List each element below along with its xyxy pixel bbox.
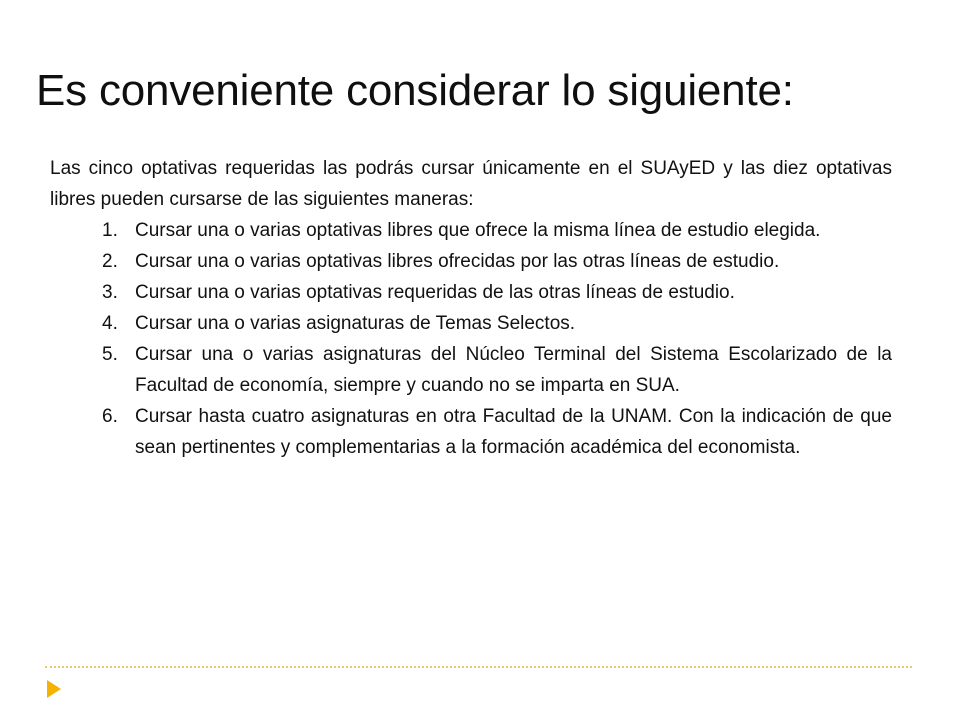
- list-text: Cursar una o varias asignaturas de Temas Selectos.: [135, 313, 576, 334]
- triangle-right-icon: [47, 680, 61, 698]
- list-text: Cursar hasta cuatro asignaturas en otra Facultad de la UNAM. Con la indicación de que sean pertinentes y complementarias a la formación académica del economista.: [135, 406, 892, 458]
- list-number: 6.: [102, 406, 118, 427]
- list-item: [50, 339, 892, 401]
- list-number: 4.: [102, 313, 118, 334]
- list-number: 2.: [102, 251, 118, 272]
- list-number: 1.: [102, 220, 118, 241]
- slide-title: Es conveniente considerar lo siguiente:: [36, 66, 794, 115]
- list-text: Cursar una o varias optativas libres que ofrece la misma línea de estudio elegida.: [135, 220, 821, 241]
- list-number: 3.: [102, 282, 118, 303]
- list-text: Cursar una o varias optativas requeridas de las otras líneas de estudio.: [135, 282, 735, 303]
- options-list: [50, 215, 892, 463]
- list-item: [50, 215, 892, 246]
- list-item: [50, 308, 892, 339]
- footer-divider: [45, 666, 912, 668]
- list-text: Cursar una o varias optativas libres ofrecidas por las otras líneas de estudio.: [135, 251, 780, 272]
- list-number: 5.: [102, 344, 118, 365]
- list-item: [50, 277, 892, 308]
- slide-body: [50, 153, 892, 463]
- list-text: Cursar una o varias asignaturas del Núcleo Terminal del Sistema Escolarizado de la Facultad de economía, siempre y cuando no se imparta en SUA.: [135, 344, 892, 396]
- list-item: [50, 401, 892, 463]
- list-item: [50, 246, 892, 277]
- intro-paragraph: Las cinco optativas requeridas las podrás cursar únicamente en el SUAyED y las diez optativas libres pueden cursarse de las siguientes maneras:: [50, 158, 892, 210]
